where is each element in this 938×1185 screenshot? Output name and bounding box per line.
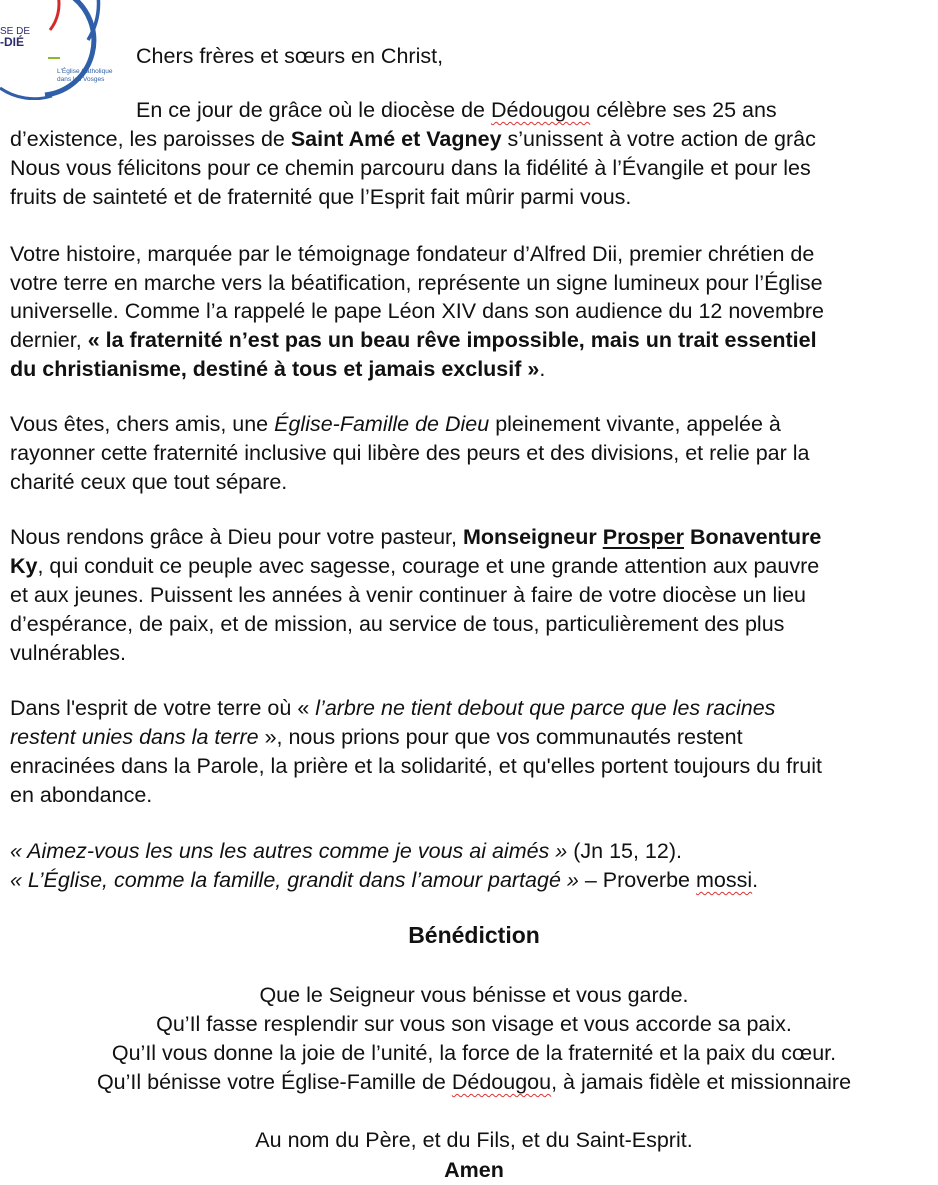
p5-line1: Dans l'esprit de votre terre où « l’arbre ne tient debout que parce que les racines (10, 696, 776, 720)
p3-line2: rayonner cette fraternité inclusive qui libère des peurs et des divisions, et relie par la (10, 441, 810, 465)
p1-line4: fruits de sainteté et de fraternité que l’Esprit fait mûrir parmi vous. (10, 185, 632, 209)
benediction-line5: Au nom du Père, et du Fils, et du Saint-Esprit. (255, 1128, 693, 1152)
logo-text-top: SE DE (0, 26, 31, 37)
p1-line2: d’existence, les paroisses de Saint Amé et Vagney s’unissent à votre action de grâc (10, 127, 816, 151)
p2-line1: Votre histoire, marquée par le témoignage fondateur d’Alfred Dii, premier chrétien de (10, 242, 815, 266)
p2-line4: dernier, « la fraternité n’est pas un beau rêve impossible, mais un trait essentiel (10, 328, 817, 352)
p1-line3: Nous vous félicitons pour ce chemin parcouru dans la fidélité à l’Évangile et pour les (10, 156, 811, 180)
diocese-logo (0, 0, 135, 100)
logo-arcs-icon (0, 0, 135, 100)
benediction-amen: Amen (444, 1158, 504, 1182)
greeting: Chers frères et sœurs en Christ, (136, 44, 444, 68)
p5-line4: en abondance. (10, 783, 153, 807)
benediction-line1: Que le Seigneur vous bénisse et vous garde. (259, 983, 689, 1007)
benediction-line4: Qu’Il bénisse votre Église-Famille de Dédougou, à jamais fidèle et missionnaire (96, 1070, 852, 1094)
p4-line1: Nous rendons grâce à Dieu pour votre pasteur, Monseigneur Prosper Bonaventure (10, 525, 822, 549)
p3-line1: Vous êtes, chers amis, une Église-Famille de Dieu pleinement vivante, appelée à (10, 412, 781, 436)
benediction-line3: Qu’Il vous donne la joie de l’unité, la force de la fraternité et la paix du cœur. (111, 1041, 837, 1065)
p2-line3: universelle. Comme l’a rappelé le pape Léon XIV dans son audience du 12 novembre (10, 299, 824, 323)
p4-line2: Ky, qui conduit ce peuple avec sagesse, courage et une grande attention aux pauvre (10, 554, 820, 578)
p2-line2: votre terre en marche vers la béatification, représente un signe lumineux pour l’Église (10, 271, 823, 295)
quote-proverb: « L’Église, comme la famille, grandit dans l’amour partagé » – Proverbe mossi. (10, 868, 759, 892)
p2-line5: du christianisme, destiné à tous et jamais exclusif ». (10, 357, 546, 381)
p4-line5: vulnérables. (10, 641, 126, 665)
quote-scripture: « Aimez-vous les uns les autres comme je vous ai aimés » (Jn 15, 12). (10, 839, 682, 863)
p4-line3: et aux jeunes. Puissent les années à venir continuer à faire de votre diocèse un lieu (10, 583, 806, 607)
p4-line4: d’espérance, de paix, et de mission, au service de tous, particulièrement des plus (10, 612, 785, 636)
p1-line1: En ce jour de grâce où le diocèse de Dédougou célèbre ses 25 ans (136, 98, 777, 122)
benediction-title: Bénédiction (408, 922, 540, 948)
p5-line3: enracinées dans la Parole, la prière et la solidarité, et qu'elles portent toujours du fruit (10, 754, 823, 778)
benediction-line2: Qu’Il fasse resplendir sur vous son visage et vous accorde sa paix. (156, 1012, 792, 1036)
p5-line2: restent unies dans la terre », nous prions pour que vos communautés restent (10, 725, 743, 749)
logo-text-name: -DIÉ (0, 35, 24, 49)
p3-line3: charité ceux que tout sépare. (10, 470, 288, 494)
logo-tagline: L'Église Catholique dans les Vosges (57, 68, 113, 83)
